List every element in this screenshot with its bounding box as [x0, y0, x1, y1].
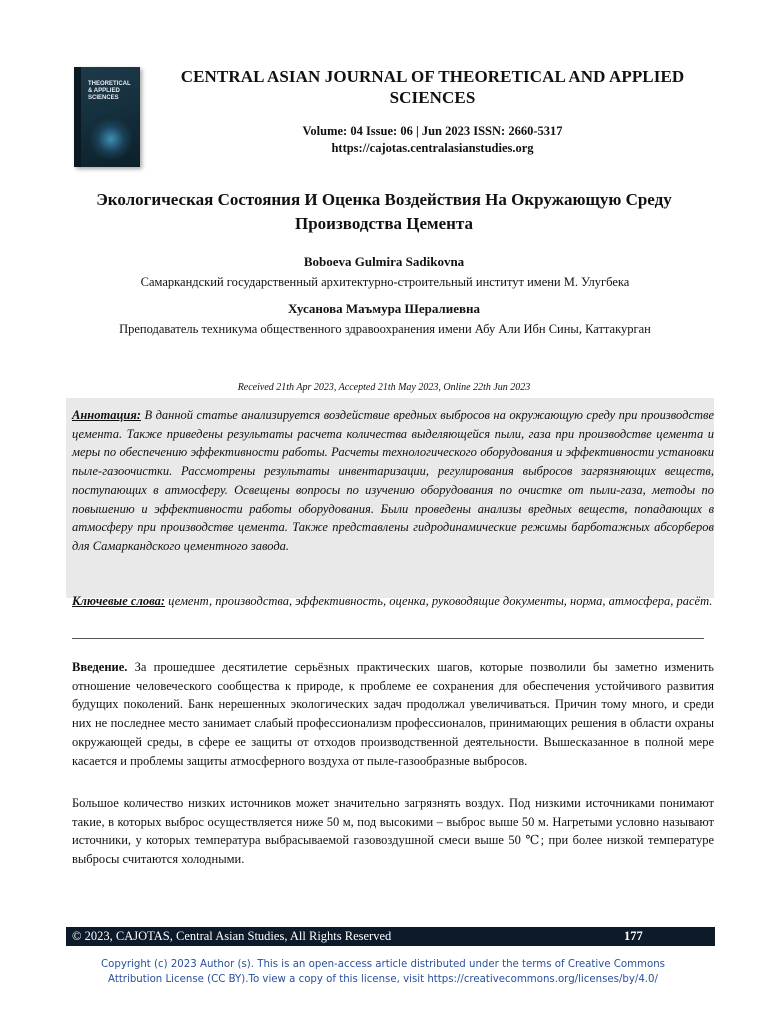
- author-1: Boboeva Gulmira Sadikovna: [303, 254, 465, 269]
- abstract: [72, 406, 714, 556]
- abstract-label: Аннотация:: [72, 408, 141, 422]
- journal-url[interactable]: https://cajotas.centralasianstudies.org: [331, 141, 534, 155]
- footer-copyright: © 2023, CAJOTAS, Central Asian Studies, All Rights Reserved: [72, 929, 392, 943]
- article-title: Экологическая Состояния И Оценка Воздействия На Окружающую Среду Производства Цемента: [96, 190, 672, 233]
- footer-bar: [66, 927, 715, 946]
- journal-title: CENTRAL ASIAN JOURNAL OF THEORETICAL AND APPLIED SCIENCES: [180, 67, 685, 107]
- keywords: [72, 592, 714, 611]
- affiliation-1: Самаркандский государственный архитектурно-строительный институт имени М. Улугбека: [140, 275, 630, 289]
- cover-spine: [74, 67, 81, 167]
- intro-label: Введение.: [72, 660, 128, 674]
- intro-text-1: За прошедшее десятилетие серьёзных практических шагов, которые позволили бы заметно изменить отношение человеческого сообщества к природе, к проблеме ее сохранения для обеспечения устойчивого развития будущих поколений. Банк нерешенных экологических задач продолжал увеличиваться. Причин тому много, и среди них не последнее место занимает слабый профессионализм профессионалов, принимающих решения в области охраны окружающей среды, в сфере ее защиты от отходов производственной деятельности. Вышесказанное в полной мере касается и проблемы защиты атмосферного воздуха от пыле-газообразные выбросов.: [72, 660, 715, 768]
- cover-graphic: [90, 119, 132, 159]
- volume-issue-line: Volume: 04 Issue: 06 | Jun 2023 ISSN: 2660-5317: [302, 124, 563, 138]
- keywords-label: Ключевые слова:: [72, 594, 166, 608]
- journal-meta: [170, 123, 695, 157]
- intro-paragraph-1: [72, 658, 714, 770]
- cover-title: THEORETICAL & APPLIED SCIENCES: [88, 81, 131, 101]
- article-dates: Received 21th Apr 2023, Accepted 21th May 2023, Online 22th Jun 2023: [237, 382, 531, 393]
- journal-cover-image: [74, 67, 140, 167]
- abstract-text: В данной статье анализируется воздействие вредных выбросов на окружающую среду при производстве цемента. Также приведены результаты расчета количества выделяющейся пыли, газа при производстве цемента и меры по обеспечению эффективности работы. Расчеты технологического оборудования и эффективности установки пыле-газоочистки. Рассмотрены результаты инвентаризации, регулирования выбросов загрязняющих веществ, поступающих в атмосферу. Освещены вопросы по изучению оборудования по очистке от пыли-газа, методы по повышению и эффективности работы оборудования. Были проведены анализы вредных веществ, попадающих в атмосферу при производстве цемента. Также представлены гидродинамические режимы барботажных абсорберов для Самаркандского цементного завода.: [72, 408, 714, 553]
- affiliation-2: Преподаватель техникума общественного здравоохранения имени Абу Али Ибн Сины, Каттакурган: [119, 322, 651, 336]
- page-number: 177: [624, 929, 643, 943]
- license-notice[interactable]: Copyright (c) 2023 Author (s). This is an open-access article distributed under the terms of Creative Commons Attribution License (CC BY).To view a copy of this license, visit https://creativecommons.org/licenses/by/4.0/: [101, 959, 665, 985]
- intro-paragraph-2: Большое количество низких источников может значительно загрязнять воздух. Под низкими источниками понимают такие, в которых выброс осуществляется ниже 50 м, под высокими – выброс выше 50 м. Нагретыми условно называют источники, у которых температура выбрасываемой газовоздушной смеси выше 50 ℃; при более низкой температуре выбросы считаются холодными.: [72, 796, 714, 867]
- section-divider: [72, 638, 704, 639]
- keywords-text: цемент, производства, эффективность, оценка, руководящие документы, норма, атмосфера, расёт.: [168, 594, 713, 608]
- author-2: Хусанова Маъмура Шералиевна: [288, 301, 480, 316]
